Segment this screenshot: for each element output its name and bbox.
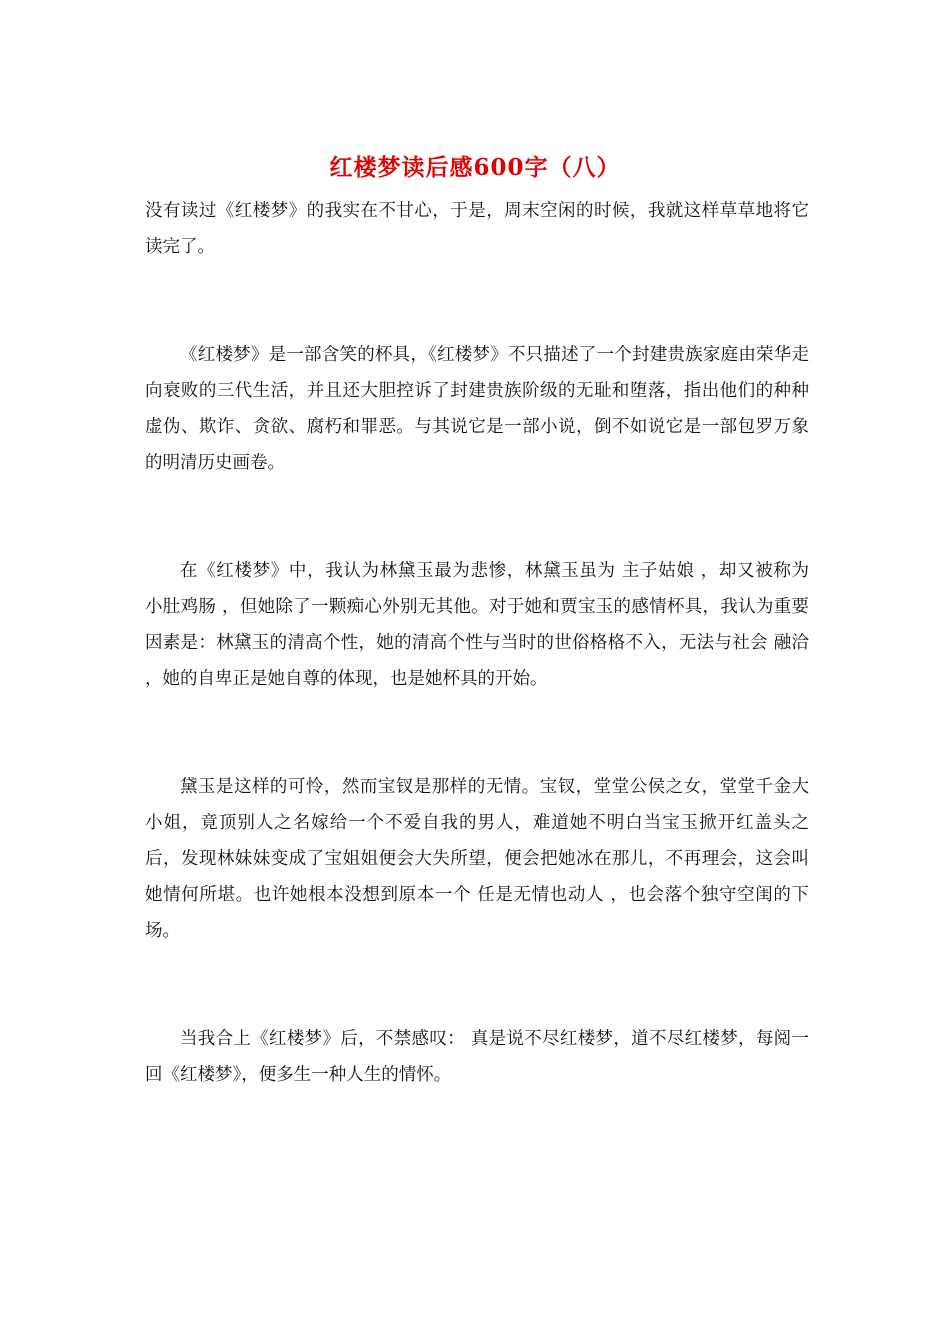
paragraph-conclusion: 当我合上《红楼梦》后，不禁感叹： 真是说不尽红楼梦，道不尽红楼梦，每阅一回《红楼梦》，便多生一种人生的情怀。 [145,1029,809,1085]
paragraph-overview: 《红楼梦》是一部含笑的杯具，《红楼梦》不只描述了一个封建贵族家庭由荣华走向衰败的三代生活，并且还大胆控诉了封建贵族阶级的无耻和堕落，指出他们的种种虚伪、欺诈、贪欲、腐朽和罪恶。与其说它是一部小说，倒不如说它是一部包罗万象的明清历史画卷。 [145,345,809,473]
paragraph-intro: 没有读过《红楼梦》的我实在不甘心，于是，周末空闲的时候，我就这样草草地将它读完了。 [145,201,809,257]
document-title: 红楼梦读后感600字（八） [329,154,621,181]
paragraph-baochai: 黛玉是这样的可怜，然而宝钗是那样的无情。宝钗，堂堂公侯之女，堂堂千金大小姐，竟顶别人之名嫁给一个不爱自我的男人，难道她不明白当宝玉掀开红盖头之后，发现林妹妹变成了宝姐姐便会大失所望，便会把她冰在那儿，不再理会，这会叫她情何所堪。也许她根本没想到原本一个 任是无情也动人 ，也会落个独守空闺的下场。 [145,777,809,941]
paragraph-daiyu: 在《红楼梦》中，我认为林黛玉最为悲惨，林黛玉虽为 主子姑娘 ，却又被称为 小肚鸡肠 ，但她除了一颗痴心外别无其他。对于她和贾宝玉的感情杯具，我认为重要因素是：林黛玉的清高个性，她的清高个性与当时的世俗格格不入，无法与社会 融洽 ，她的自卑正是她自尊的体现，也是她杯具的开始。 [145,561,809,689]
